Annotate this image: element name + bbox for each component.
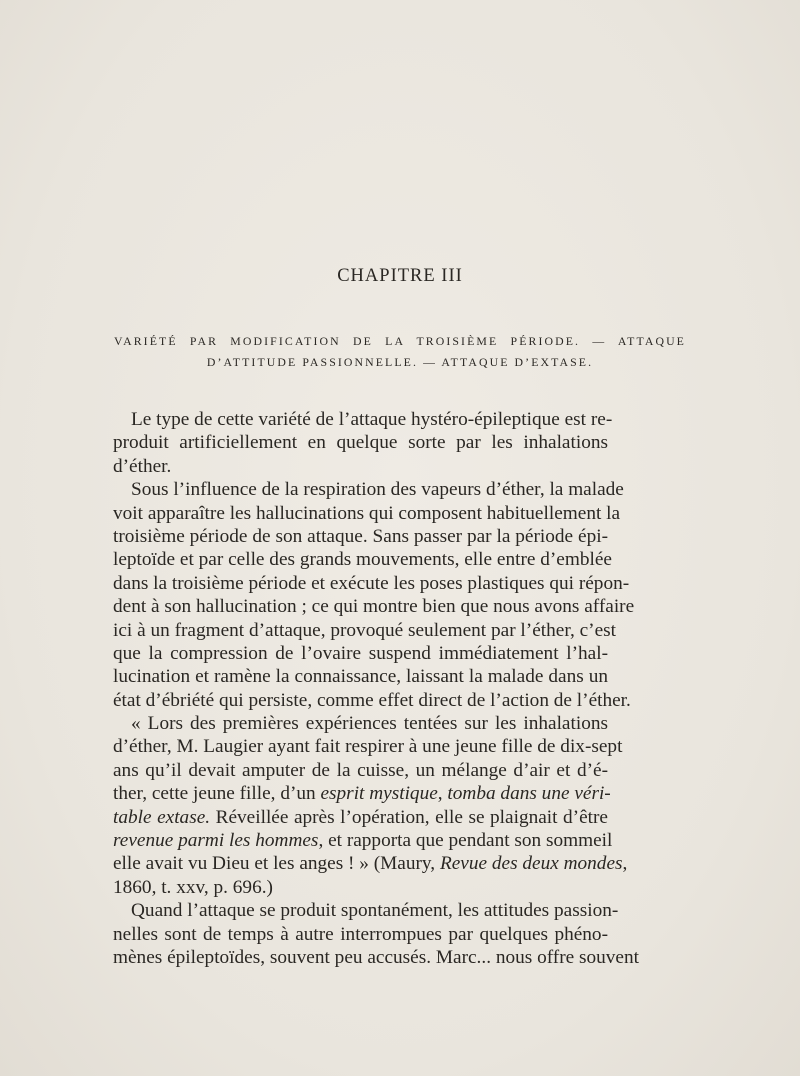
chapter-title: CHAPITRE III <box>337 266 463 286</box>
text-line <box>113 806 608 829</box>
text-line: « Lors des premières expériences tentées sur les inhalations <box>131 713 608 735</box>
text-span: , et rapporta que pendant son sommeil <box>318 830 613 852</box>
text-line <box>113 852 628 875</box>
chapter-subtitle-line-1: VARIÉTÉ PAR MODIFICATION DE LA TROISIÈME PÉRIODE. — ATTAQUE <box>114 334 686 348</box>
text-line: Quand l’attaque se produit spontanément, les attitudes passion- <box>131 900 619 922</box>
text-line: d’éther, M. Laugier ayant fait respirer à une jeune fille de dix-sept <box>113 736 623 758</box>
text-line: leptoïde et par celle des grands mouvements, elle entre d’emblée <box>113 549 612 571</box>
text-line: 1860, t. xxv, p. 696.) <box>113 876 273 898</box>
text-line: d’éther. <box>113 455 172 477</box>
italic-text: tomba dans une véri- <box>447 783 611 805</box>
text-line: dent à son hallucination ; ce qui montre bien que nous avons affaire <box>113 596 635 618</box>
body-text <box>113 408 639 969</box>
text-line <box>113 782 611 805</box>
text-line: état d’ébriété qui persiste, comme effet direct de l’action de l’éther. <box>113 689 631 711</box>
text-line: ans qu’il devait amputer de la cuisse, un mélange d’air et d’é- <box>113 759 608 781</box>
text-line: Sous l’influence de la respiration des vapeurs d’éther, la malade <box>131 479 624 501</box>
text-span: , <box>437 783 448 805</box>
italic-text: table extase. <box>113 806 211 828</box>
text-line: lucination et ramène la connaissance, laissant la malade dans un <box>113 666 608 688</box>
text-span: ther, cette jeune fille, d’un <box>113 783 321 805</box>
text-span: elle avait vu Dieu et les anges ! » (Maury, <box>113 853 440 875</box>
text-line: troisième période de son attaque. Sans passer par la période épi- <box>113 525 608 547</box>
text-line: mènes épileptoïdes, souvent peu accusés. Marc... nous offre souvent <box>113 946 639 968</box>
text-line: que la compression de l’ovaire suspend immédiatement l’hal- <box>113 642 608 664</box>
text-line: nelles sont de temps à autre interrompues par quelques phéno- <box>113 923 608 945</box>
italic-text: Revue des deux mondes <box>439 853 623 875</box>
text-line: dans la troisième période et exécute les poses plastiques qui répon- <box>113 572 630 594</box>
text-line: Le type de cette variété de l’attaque hystéro-épileptique est re- <box>131 409 613 430</box>
italic-text: esprit mystique <box>320 783 438 805</box>
text-span: , <box>622 853 628 875</box>
italic-text: revenue parmi les hommes <box>113 830 319 852</box>
chapter-subtitle-line-2: D’ATTITUDE PASSIONNELLE. — ATTAQUE D’EXTASE. <box>206 355 594 369</box>
text-line <box>113 829 613 852</box>
text-span: Réveillée après l’opération, elle se plaignait d’être <box>210 806 608 828</box>
text-line: ici à un fragment d’attaque, provoqué seulement par l’éther, c’est <box>113 619 617 641</box>
text-line: produit artificiellement en quelque sorte par les inhalations <box>113 432 608 454</box>
text-line: voit apparaître les hallucinations qui composent habituellement la <box>113 502 621 524</box>
